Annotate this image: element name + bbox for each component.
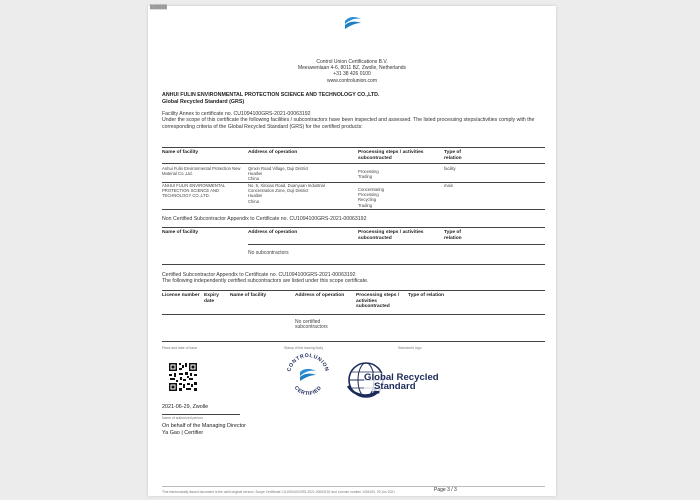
- table-rule: [162, 227, 545, 228]
- svg-text:CERTIFIED: [293, 385, 323, 397]
- col-header-name: Name of facility: [162, 230, 199, 235]
- annex-title: Facility Annex to certificate no. CU1094100GRS-2021-00063192: [162, 111, 311, 117]
- certified-intro: [162, 272, 547, 285]
- table-rule: [162, 264, 545, 265]
- issuer-website: www.controlunion.com: [326, 77, 378, 84]
- col-header-steps: Processing steps / activities subcontracted: [356, 293, 400, 310]
- footer-note: This electronically issued document is the valid original version. Scope Certificate CU1094100GRS-2021-00063192 and License number 1094100, 29 Jun 2021: [162, 490, 395, 494]
- table-rule: [162, 341, 545, 342]
- facility-address: Qinxin Road Village, Duji District Huaibei China: [248, 166, 309, 182]
- non-certified-title: Non Certified Subcontractor Appendix to Certificate no. CU1094100GRS-2021-00063192: [162, 216, 367, 222]
- place-date-label: Place and date of issue: [162, 346, 198, 350]
- control-union-logo: [342, 12, 364, 34]
- issuer-phone: +31 38 426 0100: [333, 71, 371, 78]
- stamp-bottom-text: CERTIFIED: [292, 385, 324, 398]
- standard-logo-label: Standard's logo: [398, 346, 422, 350]
- issuer-name: Control Union Certifications B.V.: [316, 59, 388, 65]
- certified-title: Certified Subcontractor Appendix to Certificate no. CU1094100GRS-2021-00063192: [162, 272, 356, 278]
- company-block: [162, 92, 379, 105]
- stamp-label: Stamp of the issuing body: [284, 346, 324, 350]
- col-header-name: Name of facility: [162, 150, 199, 155]
- issue-date-place: 2021-06-29, Zwolle: [162, 404, 209, 410]
- issuer-address: Meeuwenlaan 4-6, 8011 BZ, Zwolle, Netherlands: [297, 65, 407, 72]
- certifier-name: Ya Gao | Certifier: [162, 430, 204, 436]
- facility-address: No. 5, Xinxiao Road, Duanyuan Industrial Concentration Zone, Duji District Huaibei China: [248, 183, 325, 204]
- footer-rule: [162, 486, 545, 487]
- stamp-top-text: CONTROLUNION: [286, 352, 330, 373]
- col-header-relation: Type of relation: [444, 230, 462, 241]
- facility-name: Anhui Fulin Environmental Protection New Material Co.,Ltd.: [162, 166, 241, 177]
- authorized-person-label: Name of authorized person: [162, 416, 203, 420]
- facility-name: ANHUI FULIN ENVIRONMENTAL PROTECTION SCIENCE AND TECHNOLOGY CO.,LTD.: [162, 183, 226, 199]
- table-rule: [162, 147, 545, 148]
- table-rule: [162, 209, 545, 210]
- signature-line: [162, 414, 240, 415]
- behalf-text: On behalf of the Managing Director: [162, 423, 246, 429]
- no-subcontractors-text: No subcontractors: [248, 250, 289, 256]
- table-rule: [162, 163, 545, 164]
- annex-description: Under the scope of this certificate the following facilities / subcontractors have been inspected and assessed. The listed processing steps/activities comply with the corresponding criteria of the Global Recycled Standard (GRS) for the certified products:: [162, 117, 535, 130]
- grs-logo-text: [364, 373, 439, 391]
- annex-intro: [162, 111, 547, 130]
- col-header-address: Address of operation: [295, 293, 345, 298]
- table-rule: [162, 290, 545, 291]
- grs-logo: [346, 360, 448, 400]
- col-header-steps: Processing steps / activities subcontracted: [358, 230, 424, 241]
- corner-redaction: ██████: [150, 4, 168, 9]
- facility-relation: main: [444, 183, 454, 188]
- col-header-expiry: Expiry date: [204, 293, 219, 304]
- certified-description: The following independently certified subcontractors are listed under this scope certificate.: [162, 278, 369, 285]
- signatory-block: [162, 423, 246, 437]
- grs-logo-line2: Standard: [374, 381, 416, 392]
- table-rule: [248, 244, 545, 245]
- grs-logo-line1: Global Recycled: [364, 372, 439, 383]
- facility-relation: facility: [444, 166, 456, 171]
- no-certified-text: No certified subcontractors: [295, 319, 328, 331]
- qr-code: [168, 362, 198, 392]
- table-rule: [162, 314, 545, 315]
- col-header-steps: Processing steps / activities subcontracted: [358, 150, 424, 161]
- certificate-page: [148, 6, 556, 496]
- col-header-name: Name of facility: [230, 293, 267, 298]
- col-header-relation: Type of relation: [444, 150, 462, 161]
- facility-steps: Concentrating Processing Recycling Trading: [358, 187, 385, 208]
- facility-steps: Processing Trading: [358, 169, 379, 180]
- col-header-relation: Type of relation: [408, 293, 445, 298]
- col-header-address: Address of operation: [248, 230, 298, 235]
- col-header-license: License number: [162, 293, 200, 298]
- company-name: ANHUI FULIN ENVIRONMENTAL PROTECTION SCIENCE AND TECHNOLOGY CO.,LTD.: [162, 92, 380, 98]
- col-header-address: Address of operation: [248, 150, 298, 155]
- certified-stamp: [281, 348, 335, 402]
- page-number: Page 3 / 3: [434, 487, 457, 493]
- standard-name: Global Recycled Standard (GRS): [162, 98, 245, 105]
- issuer-header: [148, 59, 556, 84]
